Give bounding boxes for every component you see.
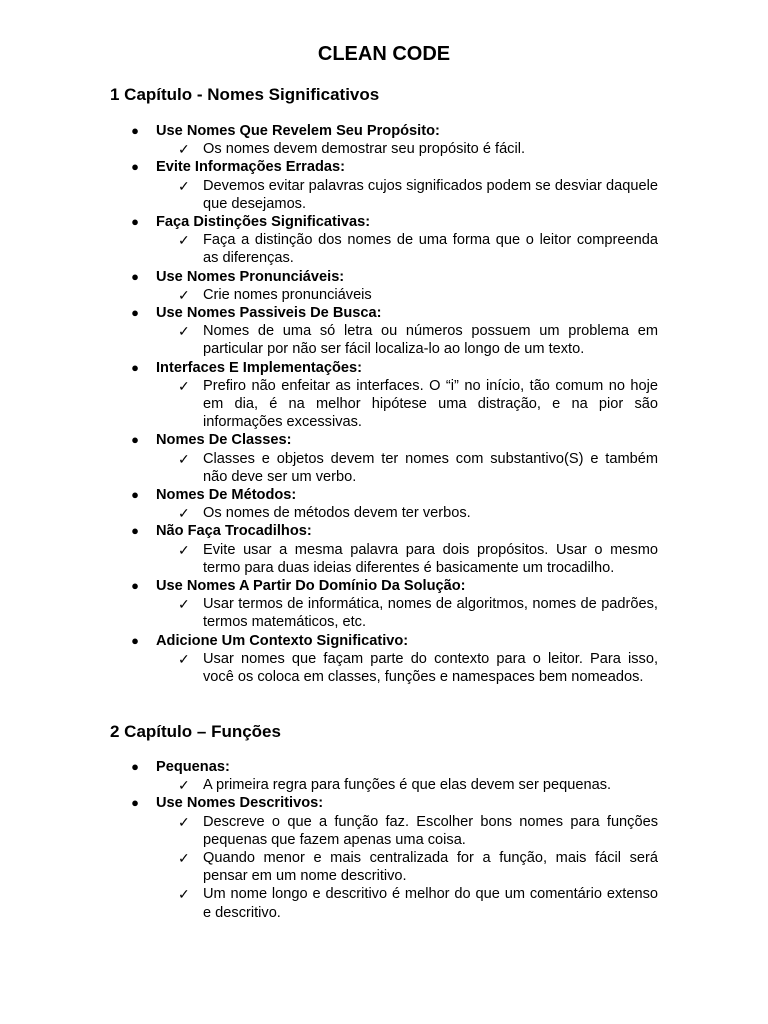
list-item bbox=[0, 486, 768, 522]
item-label: Interfaces E Implementações: bbox=[156, 359, 363, 376]
check-icon: ✓ bbox=[178, 777, 190, 794]
list-item bbox=[0, 268, 768, 304]
item-label: Use Nomes Pronunciáveis: bbox=[156, 268, 345, 285]
item-label: Não Faça Trocadilhos: bbox=[156, 523, 312, 540]
bullet-icon: ● bbox=[131, 123, 139, 138]
sub-list bbox=[0, 650, 768, 686]
check-icon: ✓ bbox=[178, 377, 190, 394]
sub-list bbox=[0, 813, 768, 922]
sub-item bbox=[0, 595, 768, 631]
list-item bbox=[0, 632, 768, 687]
bullet-icon: ● bbox=[131, 268, 139, 284]
list-item bbox=[0, 304, 768, 359]
item-label: Faça Distinções Significativas: bbox=[156, 214, 371, 231]
sub-item-text: Os nomes de métodos devem ter verbos. bbox=[203, 505, 471, 522]
sub-list bbox=[0, 504, 768, 522]
sub-list bbox=[0, 286, 768, 304]
sub-item bbox=[0, 813, 768, 849]
item-label: Use Nomes Que Revelem Seu Propósito: bbox=[156, 123, 440, 139]
bullet-icon: ● bbox=[131, 359, 139, 375]
list-item bbox=[0, 758, 768, 794]
check-icon: ✓ bbox=[178, 323, 190, 340]
sub-item-text: Faça a distinção dos nomes de uma forma que o leitor compreenda as diferenças. bbox=[203, 232, 658, 267]
list-item bbox=[0, 794, 768, 921]
item-label: Nomes De Métodos: bbox=[156, 487, 297, 504]
sub-item bbox=[0, 322, 768, 358]
sub-item-text: Nomes de uma só letra ou números possuem um problema em particular por não ser fácil localiza-lo ao longo de um texto. bbox=[203, 323, 658, 358]
sub-item bbox=[0, 650, 768, 686]
check-icon: ✓ bbox=[178, 177, 190, 194]
sub-item bbox=[0, 140, 768, 158]
bullet-icon: ● bbox=[131, 305, 139, 321]
list-item bbox=[0, 522, 768, 577]
item-label: Nomes De Classes: bbox=[156, 432, 292, 449]
sub-list bbox=[0, 450, 768, 486]
sub-list bbox=[0, 322, 768, 358]
check-icon: ✓ bbox=[178, 505, 190, 522]
check-icon: ✓ bbox=[178, 286, 190, 303]
sub-list bbox=[0, 177, 768, 213]
bullet-icon: ● bbox=[131, 214, 139, 230]
sub-list bbox=[0, 595, 768, 631]
check-icon: ✓ bbox=[178, 141, 190, 158]
item-label: Use Nomes Descritivos: bbox=[156, 795, 324, 812]
bullet-icon: ● bbox=[131, 487, 139, 503]
sub-item bbox=[0, 849, 768, 885]
check-icon: ✓ bbox=[178, 650, 190, 667]
list-item bbox=[0, 577, 768, 632]
sub-list bbox=[0, 541, 768, 577]
bullet-icon: ● bbox=[131, 795, 139, 811]
sub-list bbox=[0, 377, 768, 432]
sub-item-text: Quando menor e mais centralizada for a função, mais fácil será pensar em um nome descritivo. bbox=[203, 850, 658, 885]
sub-item-text: Os nomes devem demostrar seu propósito é fácil. bbox=[203, 141, 526, 158]
sub-item bbox=[0, 286, 768, 304]
sub-item bbox=[0, 231, 768, 267]
bullet-icon: ● bbox=[131, 432, 139, 448]
check-icon: ✓ bbox=[178, 596, 190, 613]
bullet-icon: ● bbox=[131, 759, 139, 774]
list-item bbox=[0, 158, 768, 213]
sub-item-text: Evite usar a mesma palavra para dois propósitos. Usar o mesmo termo para duas ideias diferentes é basicamente um trocadilho. bbox=[203, 541, 658, 576]
item-label: Evite Informações Erradas: bbox=[156, 159, 345, 176]
bullet-icon: ● bbox=[131, 632, 139, 648]
bullet-icon: ● bbox=[131, 523, 139, 539]
sub-item-text: Prefiro não enfeitar as interfaces. O “i” no início, tão comum no hoje em dia, é na melhor hipótese uma distração, e na pior são informações excessivas. bbox=[203, 377, 658, 431]
item-label: Adicione Um Contexto Significativo: bbox=[156, 632, 409, 649]
sub-item-text: Devemos evitar palavras cujos significados podem se desviar daquele que desejamos. bbox=[203, 177, 658, 212]
document-title: CLEAN CODE bbox=[317, 43, 451, 65]
sub-item bbox=[0, 885, 768, 921]
sub-item bbox=[0, 177, 768, 213]
sub-list bbox=[0, 140, 768, 158]
bullet-icon: ● bbox=[131, 578, 139, 594]
sub-item bbox=[0, 504, 768, 522]
sub-list bbox=[0, 231, 768, 267]
list-item bbox=[0, 122, 768, 158]
sub-item-text: Usar nomes que façam parte do contexto para o leitor. Para isso, você os coloca em classes, funções e namespaces bem nomeados. bbox=[203, 650, 658, 686]
sub-item bbox=[0, 541, 768, 577]
chapter-items bbox=[0, 122, 768, 686]
item-label: Use Nomes A Partir Do Domínio Da Solução: bbox=[156, 578, 466, 595]
sub-list bbox=[0, 776, 768, 794]
check-icon: ✓ bbox=[178, 232, 190, 249]
sub-item-text: Um nome longo e descritivo é melhor do que um comentário extenso e descritivo. bbox=[203, 886, 658, 921]
check-icon: ✓ bbox=[178, 450, 190, 467]
sub-item-text: Usar termos de informática, nomes de algoritmos, nomes de padrões, termos matemáticos, etc. bbox=[203, 596, 658, 631]
bullet-icon: ● bbox=[131, 159, 139, 175]
sub-item-text: A primeira regra para funções é que elas devem ser pequenas. bbox=[203, 777, 612, 794]
sub-item-text: Descreve o que a função faz. Escolher bons nomes para funções pequenas que fazem apenas uma coisa. bbox=[203, 813, 658, 848]
list-item bbox=[0, 213, 768, 268]
sub-item bbox=[0, 450, 768, 486]
item-label: Use Nomes Passiveis De Busca: bbox=[156, 305, 382, 322]
item-label: Pequenas: bbox=[156, 759, 230, 775]
sub-item bbox=[0, 776, 768, 794]
check-icon: ✓ bbox=[178, 541, 190, 558]
sub-item bbox=[0, 377, 768, 432]
list-item bbox=[0, 431, 768, 486]
check-icon: ✓ bbox=[178, 886, 190, 903]
chapter-heading: 1 Capítulo - Nomes Significativos bbox=[110, 85, 380, 104]
list-item bbox=[0, 359, 768, 432]
chapter-heading: 2 Capítulo – Funções bbox=[110, 722, 281, 741]
chapter-items bbox=[0, 758, 768, 922]
check-icon: ✓ bbox=[178, 850, 190, 867]
sub-item-text: Crie nomes pronunciáveis bbox=[203, 286, 372, 303]
sub-item-text: Classes e objetos devem ter nomes com substantivo(S) e também não deve ser um verbo. bbox=[203, 450, 658, 485]
check-icon: ✓ bbox=[178, 813, 190, 830]
